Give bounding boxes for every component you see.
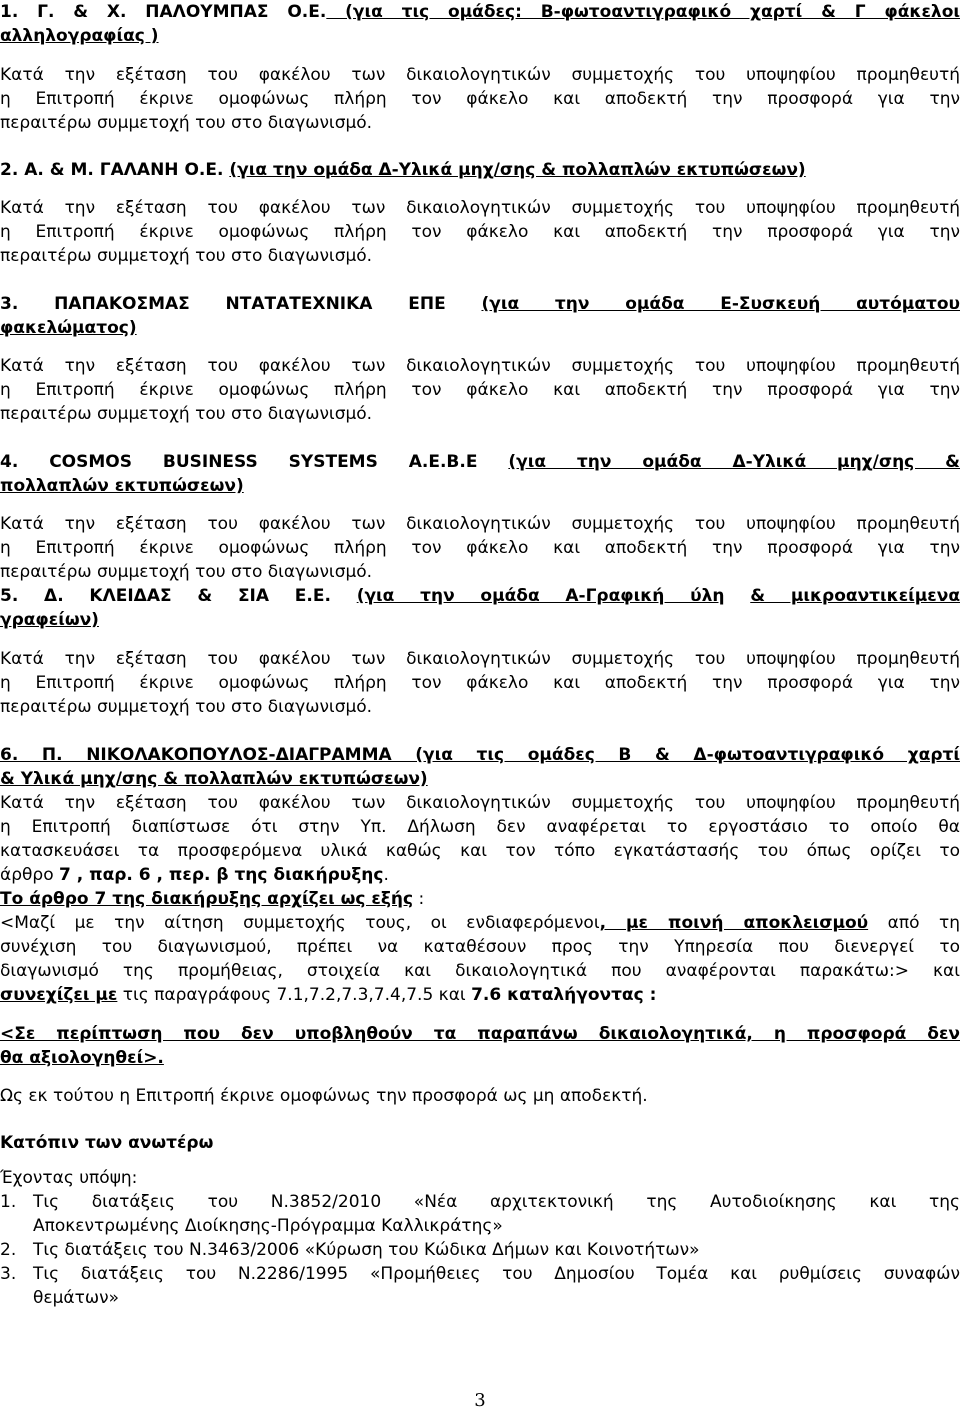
quote-start: <Μαζί με την αίτηση συμμετοχής τους, οι ενδιαφερόμενοι: [0, 913, 600, 933]
quote-end: από τη: [868, 913, 960, 933]
section-6-conclusion: Ως εκ τούτου η Επιτροπή έκρινε ομοφώνως την προσφορά ως μη αποδεκτή.: [0, 1086, 648, 1106]
section-4-heading-cont: πολλαπλών εκτυπώσεων): [0, 476, 244, 496]
section-1-heading: [0, 0, 960, 24]
page-number: 3: [474, 1390, 486, 1411]
section-3-groups: (για την ομάδα Ε-Συσκευή αυτόματου: [481, 294, 960, 314]
section-5-heading: [0, 584, 960, 608]
section-5-text-line: η Επιτροπή έκρινε ομοφώνως πλήρη τον φάκελο και αποδεκτή την προσφορά για την: [0, 673, 960, 693]
section-6-continues-line: [0, 983, 960, 1007]
after-heading: Κατόπιν των ανωτέρω: [0, 1133, 214, 1153]
section-1-company: 1. Γ. & Χ. ΠΑΛΟΥΜΠΑΣ Ο.Ε.: [0, 2, 327, 22]
section-2-text-line: η Επιτροπή έκρινε ομοφώνως πλήρη τον φάκελο και αποδεκτή την προσφορά για την: [0, 222, 960, 242]
section-6-condition-line: θα αξιολογηθεί>.: [0, 1048, 164, 1068]
section-3-company: 3. ΠΑΠΑΚΟΣΜΑΣ ΝΤΑΤΑΤΕΧΝΙΚΑ ΕΠΕ: [0, 294, 446, 314]
section-4-company: 4. COSMOS BUSINESS SYSTEMS Α.Ε.Β.Ε: [0, 452, 478, 472]
list-item-text: Αποκεντρωμένης Διοίκησης-Πρόγραμμα Καλλικράτης»: [33, 1216, 503, 1236]
section-1-text-line: Κατά την εξέταση του φακέλου των δικαιολογητικών συμμετοχής του υποψηφίου προμηθευτή: [0, 65, 960, 85]
section-3-heading: [0, 292, 960, 316]
continues-bold: συνεχίζει με: [0, 985, 118, 1005]
section-2-groups: (για την ομάδα Δ-Υλικά μηχ/σης & πολλαπλών εκτυπώσεων): [229, 160, 806, 180]
article-ref-prefix: άρθρο: [0, 865, 59, 885]
section-3-text-line: Κατά την εξέταση του φακέλου των δικαιολογητικών συμμετοχής του υποψηφίου προμηθευτή: [0, 356, 960, 376]
section-5-text-line: Κατά την εξέταση του φακέλου των δικαιολογητικών συμμετοχής του υποψηφίου προμηθευτή: [0, 649, 960, 669]
section-6-heading-cont: & Υλικά μηχ/σης & πολλαπλών εκτυπώσεων): [0, 769, 428, 789]
section-1-heading-cont: αλληλογραφίας ): [0, 26, 159, 46]
section-5-text-line: περαιτέρω συμμετοχή του στο διαγωνισμό.: [0, 697, 373, 717]
section-5-heading-cont: γραφείων): [0, 610, 99, 630]
section-4-text-line: περαιτέρω συμμετοχή του στο διαγωνισμό.: [0, 562, 373, 582]
section-6-article-ref: [0, 863, 960, 887]
section-3-heading-cont: φακελώματος): [0, 318, 137, 338]
list-item-number: 2.: [0, 1240, 17, 1260]
section-5-groups: (για την ομάδα Α-Γραφική ύλη: [356, 586, 725, 606]
section-6-text-line: Κατά την εξέταση του φακέλου των δικαιολογητικών συμμετοχής του υποψηφίου προμηθευτή: [0, 793, 960, 813]
quote-exclusion: , με ποινή αποκλεισμού: [599, 913, 869, 933]
section-2-text-line: Κατά την εξέταση του φακέλου των δικαιολογητικών συμμετοχής του υποψηφίου προμηθευτή: [0, 198, 960, 218]
section-6-text-line: κατασκευάσει τα προσφερόμενα υλικά καθώς και τον τόπο εγκατάστασής του όπως ορίζει το: [0, 841, 960, 861]
article-intro-bold: Το άρθρο 7 της διακήρυξης αρχίζει ως εξής: [0, 889, 414, 909]
section-4-text-line: Κατά την εξέταση του φακέλου των δικαιολογητικών συμμετοχής του υποψηφίου προμηθευτή: [0, 514, 960, 534]
list-item-number: 1.: [0, 1192, 17, 1212]
section-5-company: 5. Δ. ΚΛΕΙΔΑΣ & ΣΙΑ Ε.Ε.: [0, 586, 331, 606]
section-2-company: 2. Α. & Μ. ΓΑΛΑΝΗ Ο.Ε.: [0, 160, 224, 180]
list-item-text: θεμάτων»: [33, 1288, 119, 1308]
article-ref-suffix: .: [383, 865, 389, 885]
section-4-heading: [0, 450, 960, 474]
section-6-heading: 6. Π. ΝΙΚΟΛΑΚΟΠΟΥΛΟΣ-ΔΙΑΓΡΑΜΜΑ (για τις ομάδες Β & Δ-φωτοαντιγραφικό χαρτί: [0, 745, 960, 765]
section-4-groups: (για την ομάδα Δ-Υλικά μηχ/σης &: [508, 452, 960, 472]
list-item-text: Τις διατάξεις του Ν.3463/2006 «Κύρωση του Κώδικα Δήμων και Κοινοτήτων»: [33, 1240, 700, 1260]
section-6-condition-line: <Σε περίπτωση που δεν υποβληθούν τα παραπάνω δικαιολογητικά, η προσφορά δεν: [0, 1024, 960, 1044]
section-3-text-line: περαιτέρω συμμετοχή του στο διαγωνισμό.: [0, 404, 373, 424]
section-6-text-line: η Επιτροπή διαπίστωσε ότι στην Υπ. Δήλωση δεν αναφέρεται το εργοστάσιο το οποίο θα: [0, 817, 960, 837]
section-5-groups-cont: & μικροαντικείμενα: [750, 586, 960, 606]
section-1-groups: (για τις ομάδες: Β-φωτοαντιγραφικό χαρτί & Γ φάκελοι: [326, 2, 960, 22]
list-item-number: 3.: [0, 1264, 17, 1284]
section-6-quote-line: διαγωνισμό της προμήθειας, στοιχεία και δικαιολογητικά που αναφέρονται παρακάτω:> και: [0, 961, 960, 981]
section-3-text-line: η Επιτροπή έκρινε ομοφώνως πλήρη τον φάκελο και αποδεκτή την προσφορά για την: [0, 380, 960, 400]
list-item-text: Τις διατάξεις του Ν.2286/1995 «Προμήθειες του Δημοσίου Τομέα και ρυθμίσεις συναφών: [33, 1264, 960, 1284]
section-2-text-line: περαιτέρω συμμετοχή του στο διαγωνισμό.: [0, 246, 373, 266]
section-1-text-line: περαιτέρω συμμετοχή του στο διαγωνισμό.: [0, 113, 373, 133]
article-intro-colon: :: [413, 889, 425, 909]
continues-final: 7.6 καταλήγοντας :: [471, 985, 657, 1005]
section-6-quote-line: [0, 911, 960, 935]
section-4-text-line: η Επιτροπή έκρινε ομοφώνως πλήρη τον φάκελο και αποδεκτή την προσφορά για την: [0, 538, 960, 558]
article-ref-bold: 7 , παρ. 6 , περ. β της διακήρυξης: [59, 865, 384, 885]
continues-text: τις παραγράφους 7.1,7.2,7.3,7.4,7.5 και: [117, 985, 472, 1005]
list-item-text: Τις διατάξεις του Ν.3852/2010 «Νέα αρχιτεκτονική της Αυτοδιοίκησης και της: [33, 1192, 960, 1212]
section-2-heading: [0, 158, 960, 182]
section-6-article-intro: [0, 887, 960, 911]
section-1-text-line: η Επιτροπή έκρινε ομοφώνως πλήρη τον φάκελο και αποδεκτή την προσφορά για την: [0, 89, 960, 109]
section-6-quote-line: συνέχιση του διαγωνισμού, πρέπει να καταθέσουν προς την Υπηρεσία που διενεργεί το: [0, 937, 960, 957]
having-considered: Έχοντας υπόψη:: [0, 1168, 138, 1188]
